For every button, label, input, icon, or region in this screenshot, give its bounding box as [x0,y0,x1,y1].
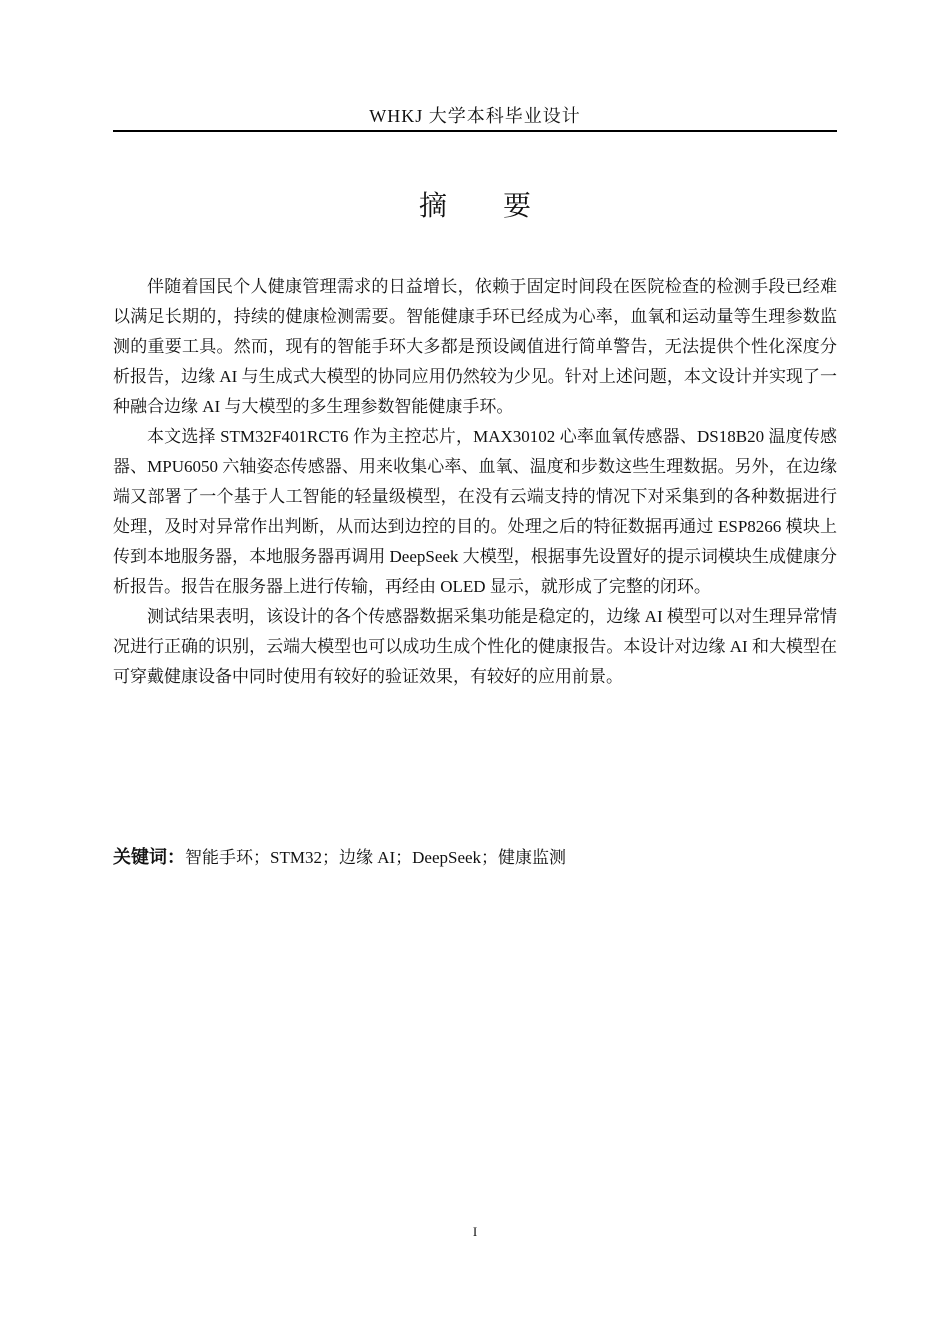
header-divider [113,130,837,132]
keywords-line [113,843,837,873]
page-number: I [472,1224,478,1239]
keywords-value: 智能手环；STM32；边缘 AI；DeepSeek；健康监测 [185,848,567,867]
page-header: WHKJ 大学本科毕业设计 [369,106,581,126]
abstract-body [113,272,837,692]
abstract-paragraph-2: 本文选择 STM32F401RCT6 作为主控芯片，MAX30102 心率血氧传感器、DS18B20 温度传感器、MPU6050 六轴姿态传感器、用来收集心率、血氧、温度和步数这些生理数据。另外，在边缘端又部署了一个基于人工智能的轻量级模型，在没有云端支持的情况下对采集到的各种数据进行处理，及时对异常作出判断，从而达到边控的目的。处理之后的特征数据再通过 ESP8266 模块上传到本地服务器，本地服务器再调用 DeepSeek 大模型，根据事先设置好的提示词模块生成健康分析报告。报告在服务器上进行传输，再经由 OLED 显示，就形成了完整的闭环。 [113,427,837,596]
abstract-paragraph-1: 伴随着国民个人健康管理需求的日益增长，依赖于固定时间段在医院检查的检测手段已经难以满足长期的，持续的健康检测需要。智能健康手环已经成为心率，血氧和运动量等生理参数监测的重要工具。然而，现有的智能手环大多都是预设阈值进行简单警告，无法提供个性化深度分析报告，边缘 AI 与生成式大模型的协同应用仍然较为少见。针对上述问题，本文设计并实现了一种融合边缘 AI 与大模型的多生理参数智能健康手环。 [113,277,837,416]
abstract-paragraph-3: 测试结果表明，该设计的各个传感器数据采集功能是稳定的，边缘 AI 模型可以对生理异常情况进行正确的识别，云端大模型也可以成功生成个性化的健康报告。本设计对边缘 AI 和大模型在可穿戴健康设备中同时使用有较好的验证效果，有较好的应用前景。 [113,607,837,686]
keywords-label: 关键词： [113,847,185,868]
abstract-title: 摘要 [418,189,587,222]
